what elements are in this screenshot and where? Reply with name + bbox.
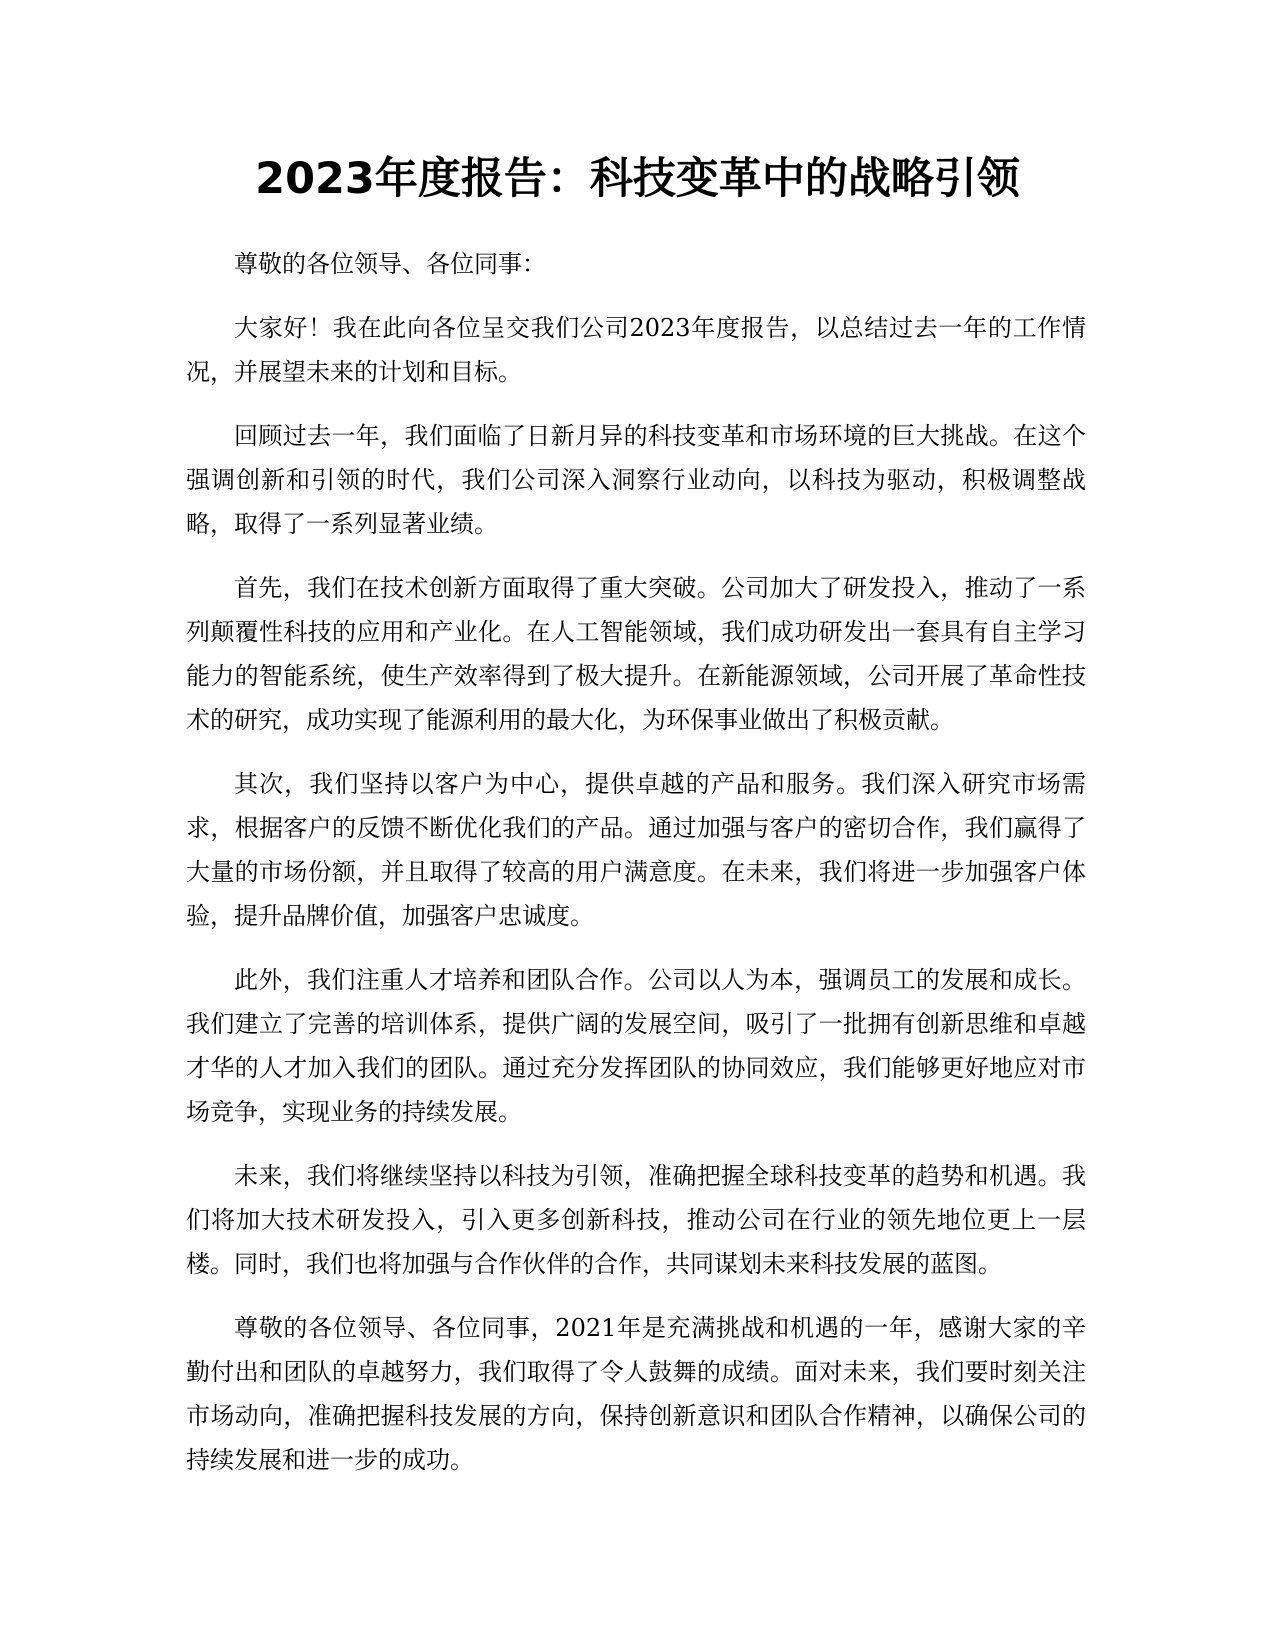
paragraph-innovation: 首先，我们在技术创新方面取得了重大突破。公司加大了研发投入，推动了一系列颠覆性科技的应用和产业化。在人工智能领域，我们成功研发出一套具有自主学习能力的智能系统，使生产效率得到了极大提升。在新能源领域，公司开展了革命性技术的研究，成功实现了能源利用的最大化，为环保事业做出了积极贡献。 bbox=[186, 574, 1086, 734]
paragraph-salutation: 尊敬的各位领导、各位同事： bbox=[234, 250, 546, 278]
document-title: 2023年度报告：科技变革中的战略引领 bbox=[255, 154, 1020, 204]
paragraph-talent: 此外，我们注重人才培养和团队合作。公司以人为本，强调员工的发展和成长。我们建立了完善的培训体系，提供广阔的发展空间，吸引了一批拥有创新思维和卓越才华的人才加入我们的团队。通过充分发挥团队的协同效应，我们能够更好地应对市场竞争，实现业务的持续发展。 bbox=[186, 966, 1086, 1126]
paragraph-future: 未来，我们将继续坚持以科技为引领，准确把握全球科技变革的趋势和机遇。我们将加大技术研发投入，引入更多创新科技，推动公司在行业的领先地位更上一层楼。同时，我们也将加强与合作伙伴的合作，共同谋划未来科技发展的蓝图。 bbox=[186, 1162, 1086, 1278]
paragraph-customers: 其次，我们坚持以客户为中心，提供卓越的产品和服务。我们深入研究市场需求，根据客户的反馈不断优化我们的产品。通过加强与客户的密切合作，我们赢得了大量的市场份额，并且取得了较高的用户满意度。在未来，我们将进一步加强客户体验，提升品牌价值，加强客户忠诚度。 bbox=[186, 770, 1086, 930]
paragraph-review: 回顾过去一年，我们面临了日新月异的科技变革和市场环境的巨大挑战。在这个强调创新和引领的时代，我们公司深入洞察行业动向，以科技为驱动，积极调整战略，取得了一系列显著业绩。 bbox=[186, 422, 1086, 538]
paragraph-closing: 尊敬的各位领导、各位同事，2021年是充满挑战和机遇的一年，感谢大家的辛勤付出和团队的卓越努力，我们取得了令人鼓舞的成绩。面对未来，我们要时刻关注市场动向，准确把握科技发展的方向，保持创新意识和团队合作精神，以确保公司的持续发展和进一步的成功。 bbox=[186, 1314, 1086, 1474]
paragraph-greeting: 大家好！我在此向各位呈交我们公司2023年度报告，以总结过去一年的工作情况，并展望未来的计划和目标。 bbox=[186, 314, 1086, 386]
document-body bbox=[186, 242, 1086, 1502]
